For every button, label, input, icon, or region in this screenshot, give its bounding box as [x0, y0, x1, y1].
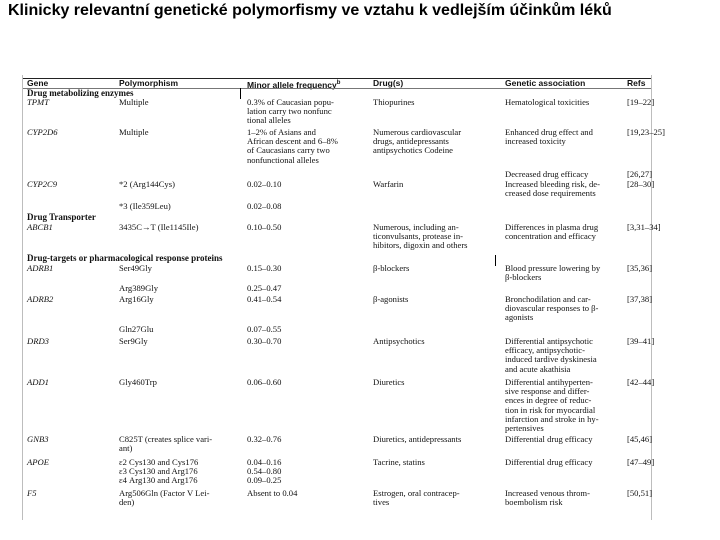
refs-cell: [47–49] — [627, 457, 655, 467]
genetic-association-cell: Bronchodilation and car- — [505, 294, 591, 304]
polymorphism-cell: Arg506Gln (Factor V Lei- — [119, 488, 210, 498]
genetic-association-cell: boembolism risk — [505, 497, 563, 508]
column-marker — [240, 88, 241, 99]
polymorphism-cell: *2 (Arg144Cys) — [119, 179, 175, 189]
header-drugs: Drug(s) — [373, 78, 404, 88]
gene-cell: ADRB2 — [27, 294, 54, 304]
drug-cell: Warfarin — [373, 179, 404, 189]
allele-frequency-cell: 0.10–0.50 — [247, 222, 282, 232]
genetic-association-cell: sive response and differ- — [505, 386, 590, 397]
refs-cell: [50,51] — [627, 488, 653, 498]
drug-cell: drugs, antidepressants — [373, 136, 449, 147]
header-minor-allele-frequency: Minor allele frequency$^b$ — [247, 79, 341, 90]
genetic-association-cell: infarction and stroke in hy- — [505, 413, 599, 424]
polymorphism-cell: Multiple — [119, 97, 149, 107]
section-drug-transporter: Drug Transporter — [27, 212, 96, 222]
polymorphism-cell: Ser49Gly — [119, 263, 152, 273]
genetic-association-cell: agonists — [505, 312, 534, 323]
genetic-association-cell: induced tardive dyskinesia — [505, 354, 597, 365]
polymorphism-cell: den) — [119, 497, 135, 508]
genetic-association-cell: Decreased drug efficacy — [505, 169, 589, 179]
genetic-association-cell: ences in degree of reduc- — [505, 395, 592, 406]
gene-cell: TPMT — [27, 97, 49, 107]
drug-cell: antipsychotics Codeine — [373, 145, 453, 156]
refs-cell: [45,46] — [627, 434, 653, 444]
gene-cell: APOE — [27, 457, 49, 467]
genetic-association-cell: Hematological toxicities — [505, 97, 590, 107]
genetic-association-cell: Increased bleeding risk, de- — [505, 179, 600, 189]
genetic-association-cell: Increased venous throm- — [505, 488, 590, 498]
refs-cell: [28–30] — [627, 179, 655, 189]
genetic-association-cell: pertensives — [505, 423, 544, 433]
genetic-association-cell: increased toxicity — [505, 136, 566, 147]
drug-cell: Diuretics — [373, 377, 405, 387]
slide-title: Klinicky relevantní genetické polymorfismy ve vztahu k vedlejším účinkům léků — [8, 2, 612, 19]
polymorphism-cell: Arg16Gly — [119, 294, 154, 304]
polymorphism-cell: ε4 Arg130 and Arg176 — [119, 475, 198, 486]
refs-cell: [35,36] — [627, 263, 653, 273]
section-drug-targets: Drug-targets or pharmacological response proteins — [27, 253, 223, 263]
gene-cell: CYP2C9 — [27, 179, 58, 189]
allele-frequency-cell: 0.41–0.54 — [247, 294, 282, 304]
gene-cell: GNB3 — [27, 434, 49, 444]
allele-frequency-cell: tional alleles — [247, 115, 291, 126]
allele-frequency-cell: Absent to 0.04 — [247, 488, 298, 498]
drug-cell: β-blockers — [373, 263, 410, 273]
allele-frequency-cell: 0.3% of Caucasian popu- — [247, 97, 334, 107]
genetic-association-cell: Enhanced drug effect and — [505, 127, 593, 137]
polymorphism-cell: Multiple — [119, 127, 149, 137]
polymorphism-cell: Ser9Gly — [119, 336, 148, 346]
allele-frequency-cell: of Caucasians carry two — [247, 145, 330, 156]
allele-frequency-cell: 0.02–0.10 — [247, 179, 282, 189]
allele-frequency-cell: 0.04–0.16 — [247, 457, 282, 467]
header-gene: Gene — [27, 78, 49, 88]
drug-cell: Thiopurines — [373, 97, 415, 107]
polymorphism-cell: *3 (Ile359Leu) — [119, 201, 171, 211]
gene-cell: ABCB1 — [27, 222, 53, 232]
gene-cell: F5 — [27, 488, 37, 498]
genetic-association-cell: Differences in plasma drug — [505, 222, 599, 232]
drug-cell: Estrogen, oral contracep- — [373, 488, 460, 498]
drug-cell: β-agonists — [373, 294, 409, 304]
polymorphism-cell: 3435C→T (Ile1145Ile) — [119, 222, 199, 232]
allele-frequency-cell: nonfunctional alleles — [247, 154, 319, 165]
drug-cell: Diuretics, antidepressants — [373, 434, 462, 444]
drug-cell: tives — [373, 497, 390, 508]
allele-frequency-cell: 0.07–0.55 — [247, 324, 282, 334]
genetic-association-cell: diovascular responses to β- — [505, 303, 599, 314]
polymorphism-cell: Gly460Trp — [119, 377, 157, 387]
allele-frequency-cell: 0.25–0.47 — [247, 283, 282, 293]
genetic-association-cell: concentration and efficacy — [505, 231, 596, 242]
allele-frequency-cell: 0.02–0.08 — [247, 201, 282, 211]
polymorphism-cell: ε2 Cys130 and Cys176 — [119, 457, 199, 467]
polymorphism-table — [22, 75, 665, 520]
allele-frequency-cell: 0.30–0.70 — [247, 336, 282, 346]
allele-frequency-cell: 0.06–0.60 — [247, 377, 282, 387]
polymorphism-cell: Gln27Glu — [119, 324, 154, 334]
gene-cell: DRD3 — [27, 336, 49, 346]
gene-cell: CYP2D6 — [27, 127, 58, 137]
genetic-association-cell: Differential antipsychotic — [505, 336, 593, 346]
genetic-association-cell: Differential drug efficacy — [505, 457, 593, 467]
genetic-association-cell: Differential antihyperten- — [505, 377, 593, 387]
section-drug-metabolizing-enzymes: Drug metabolizing enzymes — [27, 88, 134, 98]
polymorphism-cell: C825T (creates splice vari- — [119, 434, 213, 444]
allele-frequency-cell: lation carry two nonfunc — [247, 106, 332, 117]
drug-cell: Numerous cardiovascular — [373, 127, 462, 137]
refs-cell: [39–41] — [627, 336, 655, 346]
allele-frequency-cell: 0.54–0.80 — [247, 466, 282, 477]
genetic-association-cell: Differential drug efficacy — [505, 434, 593, 444]
allele-frequency-cell: African descent and 6–8% — [247, 136, 338, 147]
polymorphism-cell: ant) — [119, 443, 133, 454]
genetic-association-cell: efficacy, antipsychotic- — [505, 345, 585, 356]
allele-frequency-cell: 0.15–0.30 — [247, 263, 282, 273]
allele-frequency-cell: 0.09–0.25 — [247, 475, 282, 486]
column-marker — [495, 255, 496, 266]
drug-cell: ticonvulsants, protease in- — [373, 231, 463, 242]
genetic-association-cell: creased dose requirements — [505, 188, 596, 199]
header-refs: Refs — [627, 78, 646, 88]
drug-cell: hibitors, digoxin and others — [373, 240, 468, 251]
allele-frequency-cell: 1–2% of Asians and — [247, 127, 316, 137]
refs-cell: [19–22] — [627, 97, 655, 107]
drug-cell: Numerous, including an- — [373, 222, 459, 232]
refs-cell: [19,23–25] — [627, 127, 665, 137]
header-polymorphism: Polymorphism — [119, 78, 179, 88]
genetic-association-cell: and acute akathisia — [505, 363, 571, 374]
refs-cell: [3,31–34] — [627, 222, 661, 232]
genetic-association-cell: β-blockers — [505, 272, 542, 283]
drug-cell: Tacrine, statins — [373, 457, 425, 467]
genetic-association-cell: tion in risk for myocardial — [505, 404, 596, 415]
refs-cell: [42–44] — [627, 377, 655, 387]
refs-cell: [37,38] — [627, 294, 653, 304]
polymorphism-cell: ε3 Cys130 and Arg176 — [119, 466, 198, 477]
genetic-association-cell: Blood pressure lowering by — [505, 263, 601, 273]
refs-cell: [26,27] — [627, 169, 653, 179]
polymorphism-cell: Arg389Gly — [119, 283, 158, 293]
gene-cell: ADRB1 — [27, 263, 54, 273]
gene-cell: ADD1 — [27, 377, 49, 387]
drug-cell: Antipsychotics — [373, 336, 425, 346]
allele-frequency-cell: 0.32–0.76 — [247, 434, 282, 444]
header-genetic-association: Genetic association — [505, 78, 586, 88]
